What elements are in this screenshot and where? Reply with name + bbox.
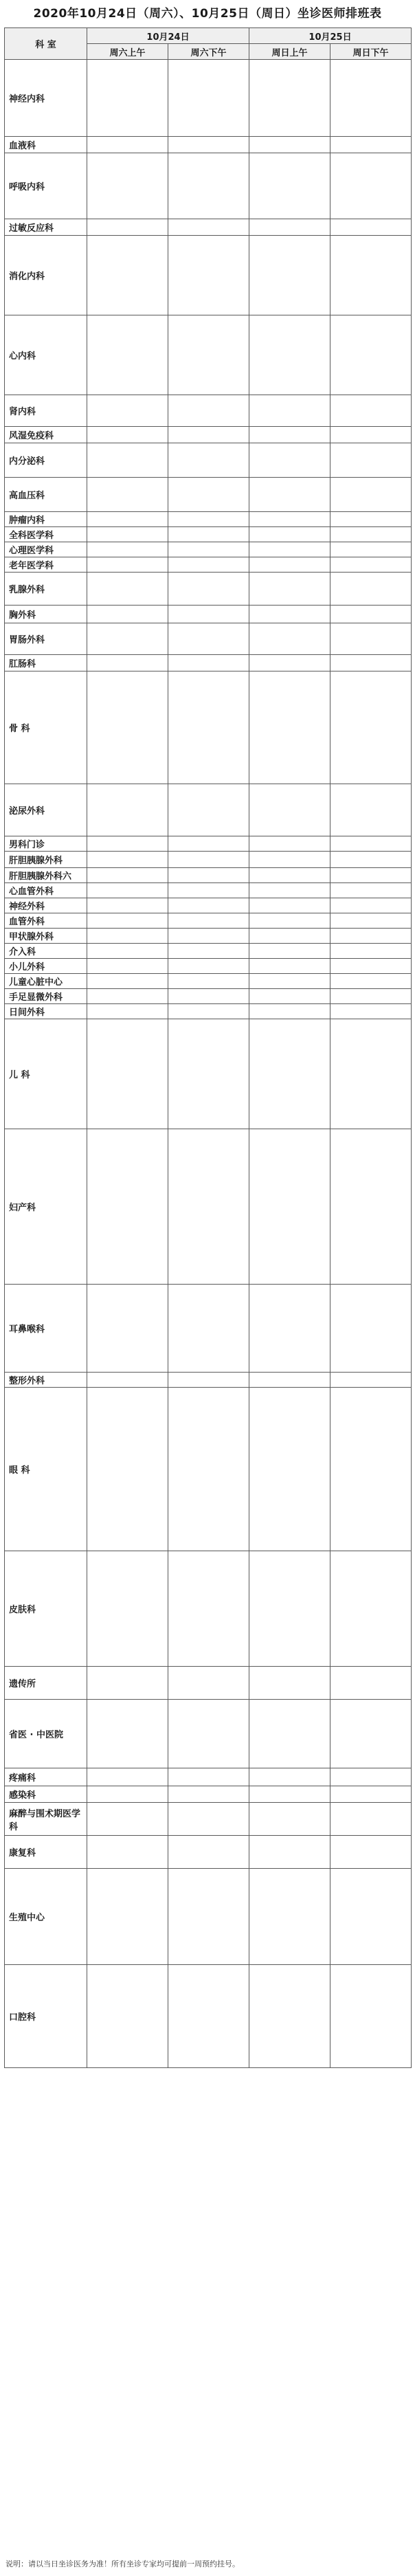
shift-cell	[87, 913, 168, 929]
dept-row	[5, 137, 412, 153]
shift-cell	[168, 137, 249, 153]
dept-row	[5, 974, 412, 989]
dept-name: 心血管外科	[5, 883, 87, 898]
shift-cell	[249, 836, 330, 852]
shift-cell	[249, 542, 330, 557]
dept-row	[5, 573, 412, 606]
dept-name: 手足显微外科	[5, 989, 87, 1004]
shift-cell	[168, 219, 249, 236]
shift-cell	[87, 1285, 168, 1373]
dept-row	[5, 868, 412, 883]
shift-cell	[249, 527, 330, 542]
shift-cell	[87, 478, 168, 512]
date-header-saturday: 10月24日	[87, 28, 249, 44]
dept-name: 胸外科	[5, 606, 87, 623]
shift-cell	[249, 137, 330, 153]
dept-name: 皮肤科	[5, 1551, 87, 1667]
dept-name: 肾内科	[5, 395, 87, 427]
dept-name: 肛肠科	[5, 655, 87, 671]
dept-row	[5, 1004, 412, 1019]
shift-cell	[249, 1836, 330, 1869]
dept-name: 血管外科	[5, 913, 87, 929]
dept-row	[5, 219, 412, 236]
shift-cell	[249, 671, 330, 784]
shift-cell	[249, 1869, 330, 1965]
shift-cell	[249, 1803, 330, 1836]
shift-cell	[249, 427, 330, 443]
shift-cell	[168, 944, 249, 959]
dept-row	[5, 557, 412, 573]
dept-row	[5, 1786, 412, 1803]
shift-cell	[87, 153, 168, 219]
shift-cell	[249, 512, 330, 527]
shift-cell	[87, 784, 168, 836]
shift-cell	[330, 542, 412, 557]
shift-cell	[168, 1285, 249, 1373]
dept-name: 神经内科	[5, 60, 87, 137]
shift-cell	[168, 443, 249, 478]
shift-cell	[249, 1004, 330, 1019]
shift-cell	[87, 606, 168, 623]
shift-cell	[249, 989, 330, 1004]
shift-cell	[330, 944, 412, 959]
dept-row	[5, 898, 412, 913]
shift-cell	[168, 929, 249, 944]
shift-cell	[330, 1869, 412, 1965]
shift-cell	[87, 1004, 168, 1019]
shift-cell	[168, 1129, 249, 1285]
shift-cell	[330, 1786, 412, 1803]
dept-row	[5, 527, 412, 542]
dept-name: 肝胆胰腺外科	[5, 852, 87, 868]
shift-cell	[87, 395, 168, 427]
shift-cell	[249, 898, 330, 913]
dept-name: 风湿免疫科	[5, 427, 87, 443]
dept-row	[5, 1700, 412, 1768]
shift-cell	[249, 153, 330, 219]
shift-cell	[87, 1388, 168, 1551]
dept-name: 整形外科	[5, 1373, 87, 1388]
shift-cell	[249, 868, 330, 883]
shift-cell	[249, 1285, 330, 1373]
dept-row	[5, 1836, 412, 1869]
shift-cell	[330, 868, 412, 883]
dept-row	[5, 1373, 412, 1388]
shift-cell	[249, 623, 330, 655]
shift-cell	[168, 1667, 249, 1700]
shift-cell	[87, 852, 168, 868]
shift-cell	[249, 236, 330, 315]
dept-name: 日间外科	[5, 1004, 87, 1019]
shift-cell	[330, 1700, 412, 1768]
shift-cell	[87, 236, 168, 315]
shift-cell	[249, 1786, 330, 1803]
shift-cell	[330, 1285, 412, 1373]
shift-cell	[87, 1786, 168, 1803]
dept-name: 小儿外科	[5, 959, 87, 974]
shift-cell	[249, 655, 330, 671]
shift-cell	[249, 1019, 330, 1129]
shift-cell	[330, 443, 412, 478]
dept-name: 妇产科	[5, 1129, 87, 1285]
shift-cell	[249, 944, 330, 959]
dept-row	[5, 512, 412, 527]
shift-cell	[87, 573, 168, 606]
dept-row	[5, 852, 412, 868]
shift-cell	[330, 573, 412, 606]
shift-cell	[168, 1019, 249, 1129]
dept-name: 心内科	[5, 315, 87, 395]
shift-cell	[87, 959, 168, 974]
slot-header-sat-am: 周六上午	[87, 44, 168, 60]
dept-row	[5, 153, 412, 219]
dept-name: 泌尿外科	[5, 784, 87, 836]
shift-cell	[249, 1667, 330, 1700]
shift-cell	[87, 219, 168, 236]
shift-cell	[168, 1803, 249, 1836]
shift-cell	[168, 655, 249, 671]
shift-cell	[330, 852, 412, 868]
shift-cell	[168, 898, 249, 913]
dept-row	[5, 1129, 412, 1285]
shift-cell	[249, 929, 330, 944]
shift-cell	[168, 527, 249, 542]
dept-name: 甲状腺外科	[5, 929, 87, 944]
dept-name: 乳腺外科	[5, 573, 87, 606]
shift-cell	[330, 1803, 412, 1836]
shift-cell	[87, 1965, 168, 2068]
shift-cell	[168, 573, 249, 606]
shift-cell	[168, 1869, 249, 1965]
shift-cell	[249, 1129, 330, 1285]
shift-cell	[87, 671, 168, 784]
shift-cell	[87, 557, 168, 573]
dept-row	[5, 1965, 412, 2068]
shift-cell	[168, 236, 249, 315]
shift-cell	[87, 1768, 168, 1786]
shift-cell	[87, 60, 168, 137]
dept-row	[5, 1551, 412, 1667]
dept-name: 儿 科	[5, 1019, 87, 1129]
shift-cell	[249, 443, 330, 478]
shift-cell	[87, 512, 168, 527]
dept-name: 消化内科	[5, 236, 87, 315]
dept-row	[5, 1768, 412, 1786]
shift-cell	[249, 959, 330, 974]
shift-cell	[249, 883, 330, 898]
shift-cell	[330, 1768, 412, 1786]
shift-cell	[168, 1551, 249, 1667]
shift-cell	[87, 974, 168, 989]
dept-row	[5, 989, 412, 1004]
dept-row	[5, 913, 412, 929]
shift-cell	[330, 315, 412, 395]
shift-cell	[87, 944, 168, 959]
shift-cell	[87, 1700, 168, 1768]
shift-cell	[168, 1768, 249, 1786]
shift-cell	[330, 153, 412, 219]
date-header-sunday: 10月25日	[249, 28, 412, 44]
shift-cell	[330, 478, 412, 512]
dept-row	[5, 427, 412, 443]
shift-cell	[249, 1551, 330, 1667]
shift-cell	[168, 623, 249, 655]
dept-row	[5, 929, 412, 944]
dept-name: 感染科	[5, 1786, 87, 1803]
shift-cell	[249, 557, 330, 573]
dept-row	[5, 1667, 412, 1700]
shift-cell	[249, 784, 330, 836]
shift-cell	[87, 542, 168, 557]
shift-cell	[330, 236, 412, 315]
dept-row	[5, 542, 412, 557]
dept-row	[5, 478, 412, 512]
dept-name: 耳鼻喉科	[5, 1285, 87, 1373]
dept-name: 神经外科	[5, 898, 87, 913]
shift-cell	[330, 395, 412, 427]
shift-cell	[249, 1388, 330, 1551]
shift-cell	[168, 153, 249, 219]
shift-cell	[249, 913, 330, 929]
page-title: 2020年10月24日（周六）、10月25日（周日）坐诊医师排班表	[33, 7, 382, 21]
dept-name: 生殖中心	[5, 1869, 87, 1965]
shift-cell	[87, 898, 168, 913]
slot-header-sun-am: 周日上午	[249, 44, 330, 60]
shift-cell	[87, 1836, 168, 1869]
dept-row	[5, 883, 412, 898]
shift-cell	[330, 527, 412, 542]
shift-cell	[249, 852, 330, 868]
shift-cell	[249, 478, 330, 512]
shift-cell	[249, 974, 330, 989]
shift-cell	[168, 1004, 249, 1019]
shift-cell	[168, 836, 249, 852]
shift-cell	[330, 655, 412, 671]
shift-cell	[249, 1373, 330, 1388]
shift-cell	[330, 219, 412, 236]
shift-cell	[168, 671, 249, 784]
shift-cell	[249, 1700, 330, 1768]
dept-row	[5, 60, 412, 137]
shift-cell	[330, 898, 412, 913]
slot-header-sun-pm: 周日下午	[330, 44, 412, 60]
shift-cell	[330, 974, 412, 989]
shift-cell	[87, 527, 168, 542]
shift-cell	[330, 1019, 412, 1129]
dept-row	[5, 1285, 412, 1373]
dept-row	[5, 1803, 412, 1836]
dept-name: 高血压科	[5, 478, 87, 512]
dept-name: 呼吸内科	[5, 153, 87, 219]
dept-row	[5, 655, 412, 671]
shift-cell	[330, 1373, 412, 1388]
shift-cell	[330, 1551, 412, 1667]
dept-row	[5, 395, 412, 427]
shift-cell	[330, 929, 412, 944]
shift-cell	[168, 1700, 249, 1768]
shift-cell	[330, 60, 412, 137]
shift-cell	[330, 427, 412, 443]
dept-name: 心理医学科	[5, 542, 87, 557]
shift-cell	[330, 557, 412, 573]
shift-cell	[249, 395, 330, 427]
dept-name: 麻醉与围术期医学科	[5, 1803, 87, 1836]
shift-cell	[168, 883, 249, 898]
shift-cell	[168, 542, 249, 557]
shift-cell	[87, 989, 168, 1004]
shift-cell	[168, 557, 249, 573]
shift-cell	[87, 1803, 168, 1836]
shift-cell	[249, 1768, 330, 1786]
shift-cell	[330, 1388, 412, 1551]
shift-cell	[330, 137, 412, 153]
shift-cell	[168, 512, 249, 527]
shift-cell	[168, 1388, 249, 1551]
schedule-body	[5, 60, 412, 2068]
shift-cell	[249, 606, 330, 623]
shift-cell	[87, 929, 168, 944]
dept-name: 骨 科	[5, 671, 87, 784]
shift-cell	[330, 913, 412, 929]
shift-cell	[330, 671, 412, 784]
dept-row	[5, 443, 412, 478]
dept-name: 介入科	[5, 944, 87, 959]
dept-row	[5, 959, 412, 974]
shift-cell	[87, 1019, 168, 1129]
dept-name: 胃肠外科	[5, 623, 87, 655]
dept-row	[5, 606, 412, 623]
shift-cell	[168, 852, 249, 868]
footer-note: 说明：请以当日坐诊医务为准！所有坐诊专家均可提前一周预约挂号。	[5, 2560, 240, 2568]
shift-cell	[330, 1129, 412, 1285]
shift-cell	[168, 315, 249, 395]
shift-cell	[87, 427, 168, 443]
shift-cell	[330, 606, 412, 623]
dept-row	[5, 784, 412, 836]
shift-cell	[330, 1004, 412, 1019]
dept-name: 过敏反应科	[5, 219, 87, 236]
shift-cell	[168, 60, 249, 137]
dept-row	[5, 836, 412, 852]
dept-row	[5, 1388, 412, 1551]
shift-cell	[168, 478, 249, 512]
shift-cell	[168, 1786, 249, 1803]
shift-cell	[87, 868, 168, 883]
dept-row	[5, 315, 412, 395]
shift-cell	[87, 1667, 168, 1700]
shift-cell	[330, 512, 412, 527]
shift-cell	[87, 1551, 168, 1667]
shift-cell	[87, 1373, 168, 1388]
dept-row	[5, 1019, 412, 1129]
shift-cell	[87, 836, 168, 852]
dept-name: 儿童心脏中心	[5, 974, 87, 989]
dept-name: 康复科	[5, 1836, 87, 1869]
slot-header-sat-pm: 周六下午	[168, 44, 249, 60]
dept-name: 血液科	[5, 137, 87, 153]
dept-row	[5, 1869, 412, 1965]
dept-name: 肝胆胰腺外科六	[5, 868, 87, 883]
shift-cell	[330, 623, 412, 655]
dept-row	[5, 944, 412, 959]
dept-name: 肿瘤内科	[5, 512, 87, 527]
shift-cell	[168, 1373, 249, 1388]
dept-name: 疼痛科	[5, 1768, 87, 1786]
dept-column-header: 科 室	[5, 28, 87, 60]
shift-cell	[168, 959, 249, 974]
dept-name: 全科医学科	[5, 527, 87, 542]
dept-name: 男科门诊	[5, 836, 87, 852]
shift-cell	[168, 606, 249, 623]
shift-cell	[249, 315, 330, 395]
shift-cell	[168, 1836, 249, 1869]
dept-name: 口腔科	[5, 1965, 87, 2068]
dept-name: 省医 · 中医院	[5, 1700, 87, 1768]
shift-cell	[330, 989, 412, 1004]
shift-cell	[168, 1965, 249, 2068]
shift-cell	[330, 1965, 412, 2068]
schedule-table	[4, 27, 412, 2068]
shift-cell	[168, 427, 249, 443]
shift-cell	[330, 959, 412, 974]
shift-cell	[168, 974, 249, 989]
shift-cell	[87, 137, 168, 153]
shift-cell	[168, 913, 249, 929]
shift-cell	[168, 989, 249, 1004]
shift-cell	[168, 784, 249, 836]
shift-cell	[87, 1869, 168, 1965]
dept-row	[5, 671, 412, 784]
shift-cell	[87, 883, 168, 898]
shift-cell	[87, 443, 168, 478]
shift-cell	[87, 623, 168, 655]
shift-cell	[330, 836, 412, 852]
shift-cell	[330, 883, 412, 898]
shift-cell	[168, 395, 249, 427]
shift-cell	[249, 219, 330, 236]
dept-name: 眼 科	[5, 1388, 87, 1551]
shift-cell	[330, 1667, 412, 1700]
shift-cell	[330, 1836, 412, 1869]
shift-cell	[249, 60, 330, 137]
shift-cell	[330, 784, 412, 836]
dept-row	[5, 236, 412, 315]
shift-cell	[168, 868, 249, 883]
dept-name: 老年医学科	[5, 557, 87, 573]
shift-cell	[87, 1129, 168, 1285]
dept-name: 内分泌科	[5, 443, 87, 478]
shift-cell	[249, 1965, 330, 2068]
dept-name: 遗传所	[5, 1667, 87, 1700]
shift-cell	[249, 573, 330, 606]
dept-row	[5, 623, 412, 655]
shift-cell	[87, 655, 168, 671]
shift-cell	[87, 315, 168, 395]
